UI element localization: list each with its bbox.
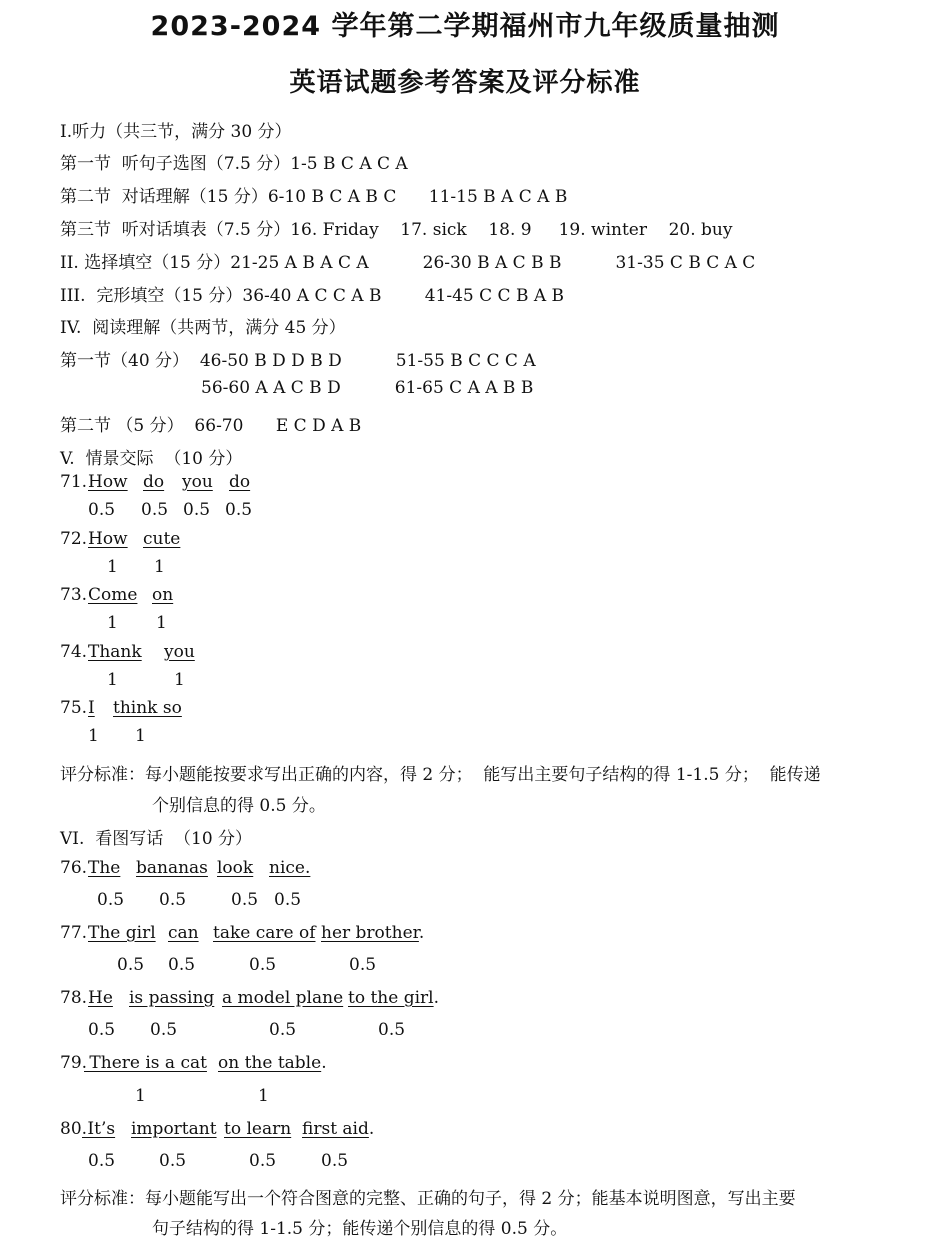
q76-score: 0.5	[274, 890, 302, 910]
q76-score: 0.5	[159, 890, 187, 910]
q77-final-phrase: her brother.	[321, 923, 425, 943]
q80-word: important	[131, 1119, 217, 1139]
q71-score: 0.5	[183, 500, 211, 520]
section-3-line: III. 完形填空（15 分）36-40 A C C A B 41-45 C C B A B	[60, 286, 565, 306]
q74-word: you	[164, 642, 195, 662]
q71-score: 0.5	[225, 500, 253, 520]
q76-word: bananas	[136, 858, 208, 878]
q73-word: on	[152, 585, 174, 605]
section-1-part-3: 第三节 听对话填表（7.5 分）16. Friday 17. sick 18. 9 19. winter 20. buy	[60, 220, 733, 240]
q80-word: It’s	[82, 1119, 116, 1139]
q71-word: do	[143, 472, 165, 492]
q78-number: 78.	[60, 988, 88, 1008]
section-4-part-1b: 56-60 A A C B D 61-65 C A A B B	[201, 378, 534, 398]
q74-number: 74.	[60, 642, 88, 662]
section-6-criteria-1: 评分标准：每小题能写出一个符合图意的完整、正确的句子，得 2 分；能基本说明图意，写出主要	[60, 1189, 796, 1209]
q72-score: 1	[154, 557, 165, 577]
q77-number: 77.	[60, 923, 88, 943]
q76-word: nice.	[269, 858, 311, 878]
q74-score: 1	[107, 670, 118, 690]
q80-word: to learn	[224, 1119, 292, 1139]
q71-score: 0.5	[88, 500, 116, 520]
q78-score: 0.5	[378, 1020, 406, 1040]
q79-final-phrase: on the table.	[218, 1053, 327, 1073]
q79-word: There is a cat	[84, 1053, 207, 1073]
section-1-heading: I.听力（共三节，满分 30 分）	[60, 122, 292, 142]
q77-word: can	[168, 923, 199, 943]
q79-number: 79.	[60, 1053, 88, 1073]
q77-word: take care of	[213, 923, 316, 943]
q78-word: is passing	[129, 988, 215, 1008]
q76-score: 0.5	[231, 890, 259, 910]
q72-number: 72.	[60, 529, 88, 549]
q76-number: 76.	[60, 858, 88, 878]
section-4-part-2: 第二节 （5 分） 66-70 E C D A B	[60, 416, 362, 436]
q80-score: 0.5	[249, 1151, 277, 1171]
q72-score: 1	[107, 557, 118, 577]
q75-score: 1	[135, 726, 146, 746]
section-1-part-1: 第一节 听句子选图（7.5 分）1-5 B C A C A	[60, 154, 408, 174]
document-subtitle: 英语试题参考答案及评分标准	[289, 68, 641, 98]
q74-word: Thank	[88, 642, 142, 662]
q71-word: do	[229, 472, 251, 492]
q78-score: 0.5	[88, 1020, 116, 1040]
q73-word: Come	[88, 585, 138, 605]
document-title: 2023-2024 学年第二学期福州市九年级质量抽测	[150, 11, 780, 42]
q77-score: 0.5	[168, 955, 196, 975]
q79-score: 1	[258, 1086, 269, 1106]
section-2-line: II. 选择填空（15 分）21-25 A B A C A 26-30 B A C B B 31-35 C B C A C	[60, 253, 756, 273]
q73-score: 1	[107, 613, 118, 633]
q78-score: 0.5	[269, 1020, 297, 1040]
q73-score: 1	[156, 613, 167, 633]
q80-score: 0.5	[88, 1151, 116, 1171]
q77-score: 0.5	[117, 955, 145, 975]
q80-score: 0.5	[159, 1151, 187, 1171]
q76-score: 0.5	[97, 890, 125, 910]
section-6-heading: VI. 看图写话 （10 分）	[60, 829, 253, 849]
q75-score: 1	[88, 726, 99, 746]
q72-word: cute	[143, 529, 181, 549]
q74-score: 1	[174, 670, 185, 690]
q78-word: He	[88, 988, 113, 1008]
section-6-criteria-2: 句子结构的得 1-1.5 分；能传递个别信息的得 0.5 分。	[152, 1219, 568, 1239]
q72-word: How	[88, 529, 128, 549]
q71-score: 0.5	[141, 500, 169, 520]
q71-number: 71.	[60, 472, 88, 492]
q75-word: I	[88, 698, 95, 718]
section-4-heading: IV. 阅读理解（共两节，满分 45 分）	[60, 318, 346, 338]
section-4-part-1a: 第一节（40 分） 46-50 B D D B D 51-55 B C C C A	[60, 351, 536, 371]
q77-word: The girl	[88, 923, 156, 943]
q75-number: 75.	[60, 698, 88, 718]
section-1-part-2: 第二节 对话理解（15 分）6-10 B C A B C 11-15 B A C A B	[60, 187, 568, 207]
q78-final-phrase: to the girl.	[348, 988, 440, 1008]
section-5-heading: V. 情景交际 （10 分）	[60, 449, 243, 469]
q80-final-phrase: first aid.	[302, 1119, 375, 1139]
q76-word: The	[88, 858, 121, 878]
q77-score: 0.5	[349, 955, 377, 975]
q76-word: look	[217, 858, 254, 878]
q79-score: 1	[135, 1086, 146, 1106]
q78-word: a model plane	[222, 988, 344, 1008]
q78-score: 0.5	[150, 1020, 178, 1040]
q75-word: think so	[113, 698, 182, 718]
q77-score: 0.5	[249, 955, 277, 975]
section-5-criteria-1: 评分标准：每小题能按要求写出正确的内容，得 2 分； 能写出主要句子结构的得 1-1.5 分； 能传递	[60, 765, 821, 785]
q73-number: 73.	[60, 585, 88, 605]
q80-number: 80.	[60, 1119, 88, 1139]
q71-word: you	[182, 472, 213, 492]
q71-word: How	[88, 472, 128, 492]
q80-score: 0.5	[321, 1151, 349, 1171]
section-5-criteria-2: 个别信息的得 0.5 分。	[152, 796, 326, 816]
